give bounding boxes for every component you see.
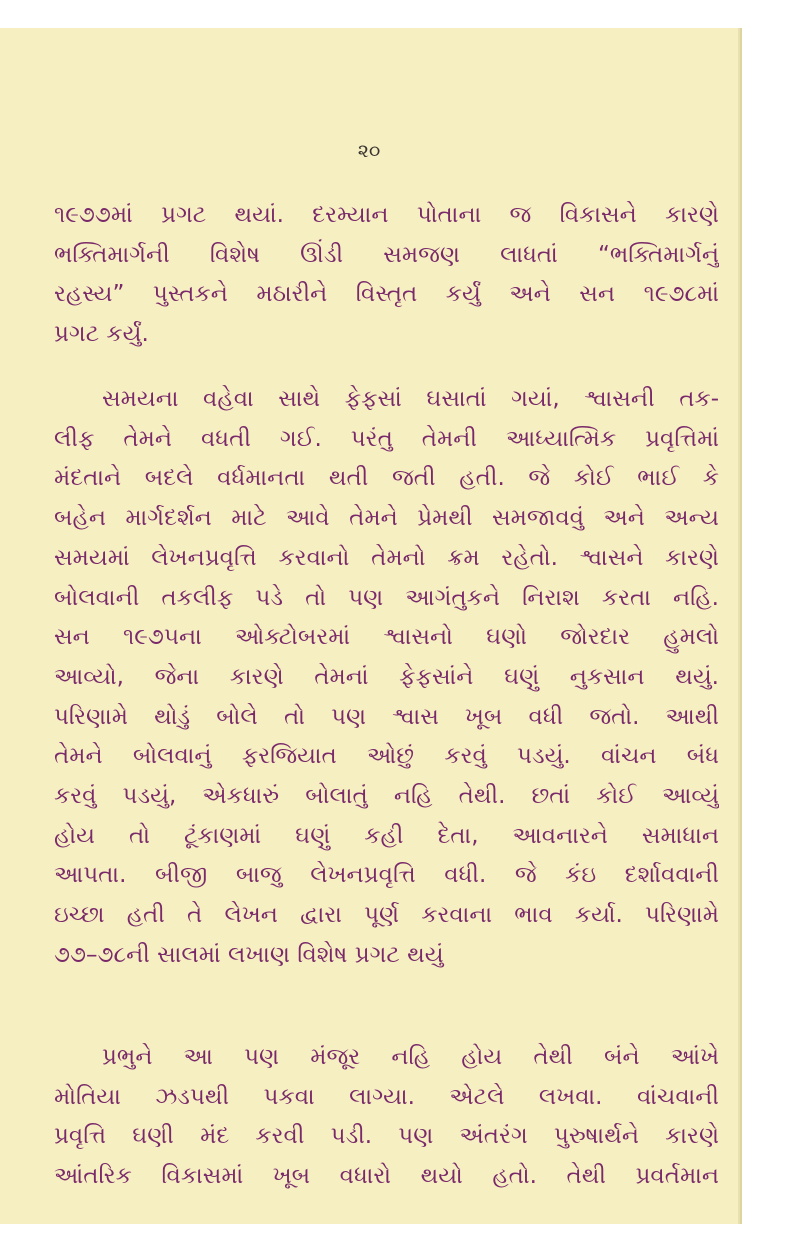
text-line: ઇચ્છા હતી તે લેખન દ્વારા પૂર્ણ કરવાના ભાવ કર્યા. પરિણામે [54, 902, 719, 929]
text-line: પ્રભુને આ પણ મંજૂર નહિ હોય તેથી બંને આંખે [102, 1044, 719, 1070]
text-line: તેમને બોલવાનું ફરજિયાત ઓછું કરવું પડયું. વાંચન બંધ [54, 743, 719, 770]
text-line: રહસ્ય” પુસ્તકને મઠારીને વિસ્તૃત કર્યું અને સન ૧૯૭૮માં [54, 281, 719, 308]
text-line: પરિણામે થોડું બોલે તો પણ શ્વાસ ખૂબ વધી જતો. આથી [54, 703, 719, 730]
text-line: ૧૯૭૭માં પ્રગટ થયાં. દરમ્યાન પોતાના જ વિકાસને કારણે [54, 202, 719, 228]
text-line: હોય તો ટૂંકાણમાં ઘણું કહી દેતા, આવનારને સમાધાન [54, 822, 719, 849]
text-line: મોતિયા ઝડપથી પકવા લાગ્યા. એટલે લખવા. વાંચવાની [54, 1083, 719, 1110]
text-line: બોલવાની તકલીફ પડે તો પણ આગંતુકને નિરાશ કરતા નહિ. [54, 584, 719, 611]
text-line: આપતા. બીજી બાજુ લેખનપ્રવૃત્તિ વધી. જે કંઇ દર્શાવવાની [54, 862, 719, 889]
text-line: ૭૭–૭૮ની સાલમાં લખાણ વિશેષ પ્રગટ થયું [54, 941, 444, 968]
text-line: મંદતાને બદલે વર્ધમાનતા થતી જતી હતી. જે કોઈ ભાઈ કે [54, 465, 719, 492]
text-line: સન ૧૯૭૫ના ઓક્ટોબરમાં શ્વાસનો ઘણો જોરદાર હુમલો [54, 624, 719, 651]
text-line: સમયમાં લેખનપ્રવૃત્તિ કરવાનો તેમનો ક્રમ રહેતો. શ્વાસને કારણે [54, 544, 719, 571]
paragraph-2 [54, 380, 719, 976]
paragraph-3 [54, 1038, 719, 1197]
text-line: આંતરિક વિકાસમાં ખૂબ વધારો થયો હતો. તેથી પ્રવર્તમાન [54, 1163, 719, 1190]
text-line: આવ્યો, જેના કારણે તેમનાં ફેફસાંને ઘણું નુકસાન થયું. [54, 663, 719, 690]
text-line: લીફ તેમને વધતી ગઈ. પરંતુ તેમની આધ્યાત્મિક પ્રવૃત્તિમાં [54, 425, 719, 452]
text-line: પ્રવૃત્તિ ઘણી મંદ કરવી પડી. પણ અંતરંગ પુરુષાર્થને કારણે [54, 1123, 719, 1150]
text-line: બહેન માર્ગદર્શન માટે આવે તેમને પ્રેમથી સમજાવવું અને અન્ય [54, 505, 719, 532]
text-line: ભક્તિમાર્ગની વિશેષ ઊંડી સમજણ લાધતાં “ભક્તિમાર્ગનું [54, 241, 719, 268]
text-line: પ્રગટ કર્યું. [54, 321, 149, 348]
text-line: સમયના વહેવા સાથે ફેફસાં ઘસાતાં ગયાં, શ્વાસની તક- [102, 386, 719, 412]
book-page [0, 28, 738, 1224]
page-number: ૨૦ [357, 140, 381, 162]
paragraph-1 [54, 196, 719, 355]
text-line: કરવું પડયું, એકધારું બોલાતું નહિ તેથી. છતાં કોઈ આવ્યું [54, 783, 719, 810]
